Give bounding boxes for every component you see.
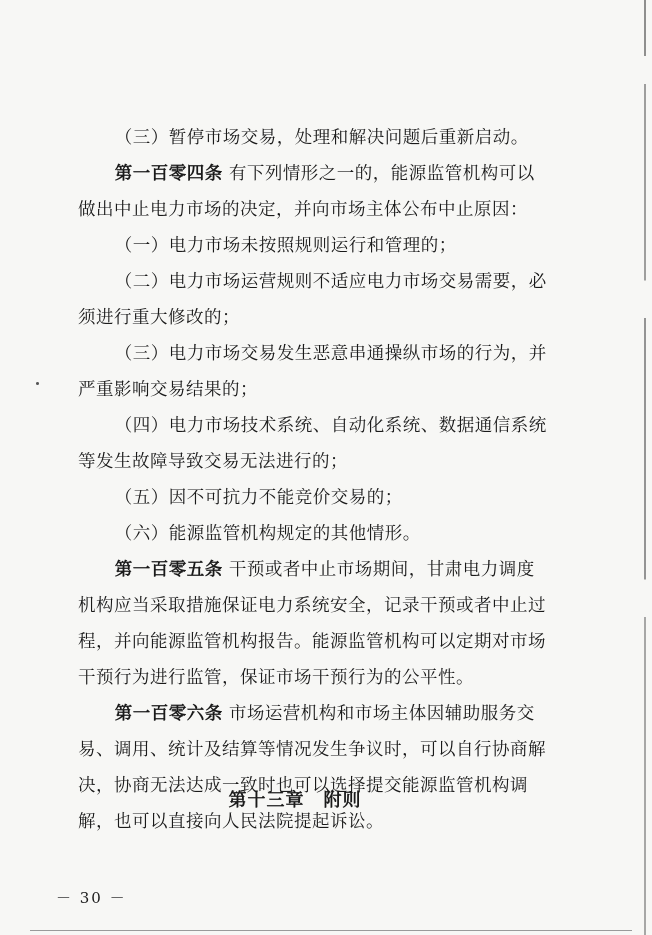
list-item-6 [78, 516, 548, 552]
bottom-rule [30, 930, 632, 931]
list-item-4 [78, 408, 548, 480]
list-item-2 [78, 264, 548, 336]
article-number: 第一百零四条 [114, 164, 223, 184]
paragraph-text: （一）电力市场未按照规则运行和管理的； [114, 236, 457, 256]
article-106 [78, 696, 548, 840]
paragraph-text: （三）暂停市场交易，处理和解决问题后重新启动。 [114, 128, 529, 148]
paragraph-text: 干预或者中止市场期间，甘肃电力调度机构应当采取措施保证电力系统安全，记录干预或者中止过程，并向能源监管机构报告。能源监管机构可以定期对市场干预行为进行监管，保证市场干预行为的公平性。 [78, 560, 546, 688]
paragraph-text: 市场运营机构和市场主体因辅助服务交易、调用、统计及结算等情况发生争议时，可以自行协商解决，协商无法达成一致时也可以选择提交能源监管机构调解，也可以直接向人民法院提起诉讼。 [78, 704, 546, 832]
paragraph-text: （四）电力市场技术系统、自动化系统、数据通信系统等发生故障导致交易无法进行的； [78, 416, 547, 472]
list-item-5 [78, 480, 548, 516]
paragraph-text: 有下列情形之一的，能源监管机构可以做出中止电力市场的决定，并向市场主体公布中止原因： [78, 164, 535, 220]
paragraph-text: （五）因不可抗力不能竞价交易的； [114, 488, 403, 508]
paragraph-text: （六）能源监管机构规定的其他情形。 [114, 524, 421, 544]
paragraph-text: （二）电力市场运营规则不适应电力市场交易需要，必须进行重大修改的； [78, 272, 547, 328]
scan-speck [36, 382, 39, 385]
page-number: － 30 － [56, 889, 127, 907]
list-item-3 [78, 336, 548, 408]
article-105 [78, 552, 548, 696]
chapter-heading: 第十三章 附则 [228, 790, 362, 811]
article-104 [78, 156, 548, 228]
article-number: 第一百零六条 [114, 704, 223, 724]
list-item-1 [78, 228, 548, 264]
article-number: 第一百零五条 [114, 560, 223, 580]
paragraph-suspend-trading [78, 120, 548, 156]
scan-edge-mark [644, 0, 646, 935]
paragraph-text: （三）电力市场交易发生恶意串通操纵市场的行为，并严重影响交易结果的； [78, 344, 547, 400]
